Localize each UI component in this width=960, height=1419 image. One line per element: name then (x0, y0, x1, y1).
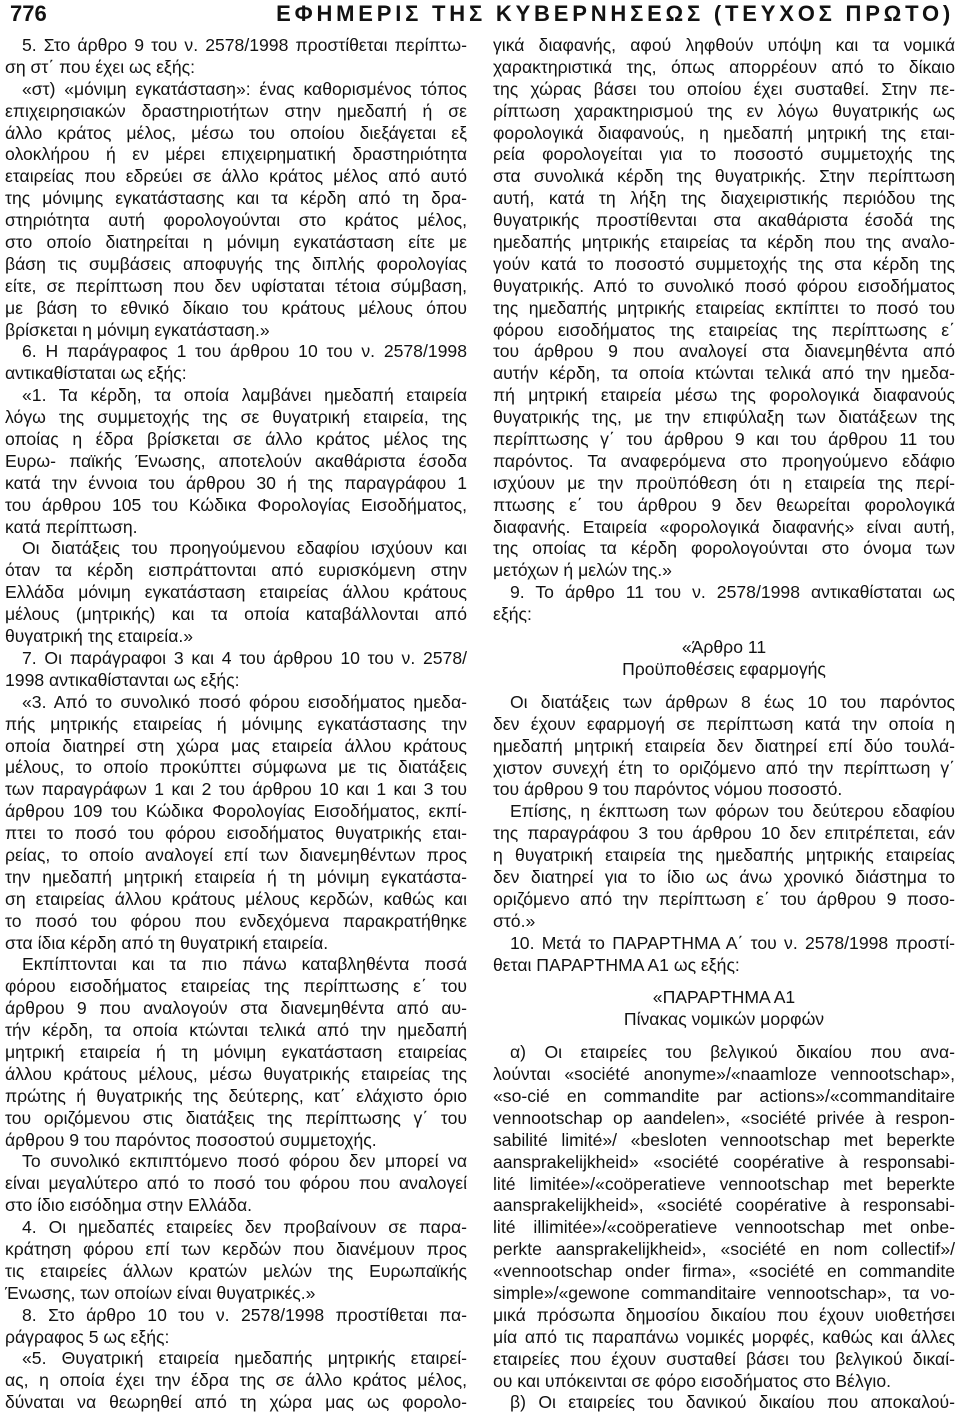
text-line: λούνται «société anonyme»/«naamloze vennootschap», (493, 1064, 955, 1085)
text-line: δεν έχουν εφαρμογή σε περίπτωση κατά την οποία η (493, 713, 955, 734)
text-line: πή μητρική εταιρεία μέσω της φορολογικά διαφανούς (493, 385, 955, 406)
text-line: ου και υπόκεινται σε φόρο εισοδήματος στο Βέλγιο. (493, 1370, 891, 1391)
text-line: «5. Θυγατρική εταιρεία ημεδαπής μητρικής εταιρεί- (22, 1348, 467, 1369)
text-line: ση εταιρείας άλλου κράτους μέλους κερδών, καθώς και (5, 888, 467, 909)
text-line: 7. Οι παράγραφοι 3 και 4 του άρθρου 10 του ν. 2578/ (22, 647, 467, 668)
text-line: φόρου εισοδήματος εταιρείας της περίπτωσης ε΄ του (5, 976, 467, 997)
text-line: «3. Από το συνολικό ποσό φόρου εισοδήματος ημεδα- (22, 691, 467, 712)
text-line: ρεία φορολογείται για το ποσοστό συμμετοχής της (493, 144, 955, 165)
paragraph (5, 1217, 467, 1305)
text-line: μία από τις παραπάνω νομικές μορφές, καθώς και άλλες (493, 1326, 955, 1347)
text-line: της οποίας τα κέρδη φορολογούνται στο όνομα των (493, 538, 955, 559)
text-line: δύναται να θεωρηθεί από τη χώρα μας ως φορολο- (5, 1392, 467, 1413)
text-line: lité limitée»/«coöperatieve vennootschap met beperkte (493, 1173, 955, 1194)
text-line: χαρακτηριστικά της, όπως απορρέουν από το δίκαιο (493, 56, 955, 77)
heading-line: Πίνακας νομικών μορφών (623, 1009, 825, 1030)
paragraph (5, 538, 467, 647)
section-heading (493, 637, 955, 681)
text-line: ρίπτωση χαρακτηρισμού της εν λόγω θυγατρικής ως (493, 100, 955, 121)
paragraph (5, 692, 467, 955)
text-line: είναι μεγαλύτερο από το ποσό του φόρου που αναλογεί (5, 1173, 467, 1194)
text-line: οριζόμενο από την περίπτωση ε΄ του άρθρου 9 ποσο- (493, 888, 955, 909)
text-line: εταιρείες που έχουν συσταθεί βάσει του βελγικού δικαί- (493, 1348, 955, 1369)
text-line: διαφανής. Εταιρεία «φορολογικά διαφανής» είναι αυτή, (493, 516, 955, 537)
text-line: θυγατρική της εταιρεία.» (5, 626, 194, 647)
text-line: άρθρου 109 του Κώδικα Φορολογίας Εισοδήματος, εκπί- (5, 801, 467, 822)
text-line: θυγατρικής προστίθενται στα ακαθάριστα έσοδά της (493, 210, 955, 231)
text-line: εξής: (493, 604, 532, 625)
paragraph (493, 933, 955, 977)
paragraph (5, 954, 467, 1151)
text-line: της χώρας βάσει του οποίου έχει συσταθεί. Στην πε- (493, 78, 955, 99)
text-line: δεν διατηρεί για το ίδιο ως άνω χρονικό διάστημα το (493, 866, 955, 887)
text-line: ισχύουν με την προϋπόθεση ότι η εταιρεία της περί- (493, 472, 955, 493)
text-line: μητρική εταιρεία ή τη μόνιμη εγκατάσταση εταιρείας (5, 1041, 467, 1062)
text-line: του άρθρου 9 που αναλογεί στα διανεμηθέντα από (493, 341, 955, 362)
paragraph (5, 1305, 467, 1349)
text-line: στο ίδιο εισόδημα στην Ελλάδα. (5, 1195, 253, 1216)
text-line: perkte aansprakelijkheid», «société en nom collectif»/ (493, 1239, 955, 1260)
text-line: γούν κατά το ποσοστό συμμετοχής της στα κέρδη της (493, 253, 955, 274)
text-line: όταν τα κέρδη εισπράττονται από ευρισκόμενη στην (5, 560, 467, 581)
text-line: η θυγατρική εταιρεία της ημεδαπής μητρικής εταιρείας (493, 845, 955, 866)
text-line: τήν κέρδη, τα οποία κτώνται τελικά από την ημεδαπή (5, 1020, 467, 1041)
text-line: κράτηση φόρου επί των κερδών που διανέμουν προς (5, 1238, 467, 1259)
text-line: μετόχων ή μελών της.» (493, 560, 672, 581)
text-line: στό.» (493, 910, 536, 931)
text-line: του άρθρου 9 του παρόντος νόμου ποσοστό. (493, 779, 843, 800)
left-column (5, 35, 467, 1414)
text-line: άλλο κράτος μέλος, μέσω του οποίου διεξάγεται εξ (5, 122, 467, 143)
text-line: ας, η οποία έχει την έδρα της σε άλλο κράτος μέλος, (5, 1370, 467, 1391)
text-line: μέλους, το οποίο προκύπτει σύμφωνα με τις διατάξεις (5, 757, 467, 778)
text-line: ημεδαπής μητρικής εταιρείας τα κέρδη που της αναλο- (493, 232, 955, 253)
text-line: χιστον συνεχή έτη το οριζόμενο από την περίπτωση γ΄ (493, 757, 955, 778)
heading-line: «Άρθρο 11 (681, 637, 767, 658)
text-line: 1998 αντικαθίστανται ως εξής: (5, 669, 240, 690)
text-line: 6. Η παράγραφος 1 του άρθρου 10 του ν. 2578/1998 (22, 341, 467, 362)
text-line: της παραγράφου 3 του άρθρου 10 δεν επιτρέπεται, εάν (493, 823, 955, 844)
text-line: αυτήν κέρδη, τα οποία κτώνται τελικά από την ημεδα- (493, 363, 955, 384)
text-line: μέλους (μητρικής) και τα οποία καταβάλλονται από (5, 604, 467, 625)
text-line: είτε, σε περίπτωση που δεν υφίσταται τέτοια σύμβαση, (5, 275, 467, 296)
paragraph (5, 79, 467, 342)
text-line: επιχειρησιακών δραστηριοτήτων στην ημεδαπή ή σε (5, 100, 467, 121)
text-line: των παραγράφων 1 και 2 του άρθρου 10 και 1 και 3 του (5, 779, 467, 800)
paragraph (493, 1042, 955, 1392)
page-number: 776 (10, 1, 47, 26)
text-line: φόρου εισοδήματος της εταιρείας της περίπτωσης ε΄ (493, 319, 955, 340)
paragraph (493, 692, 955, 801)
text-line: την ημεδαπή μητρική εταιρεία ή τη μόνιμη εγκατάστα- (5, 866, 467, 887)
text-line: 9. Το άρθρο 11 του ν. 2578/1998 αντικαθίσταται ως (510, 582, 955, 603)
text-line: ρείας, το οποίο αναλογεί επί των διανεμηθέντων προς (5, 844, 467, 865)
text-line: θυγατρικής. Από το συνολικό ποσό φόρου εισοδήματος (493, 275, 955, 296)
text-line: 4. Οι ημεδαπές εταιρείες δεν προβαίνουν σε παρα- (22, 1217, 467, 1238)
text-line: «vennootschap onder firma», «société en commandite (493, 1261, 955, 1282)
paragraph (5, 341, 467, 385)
paragraph (493, 35, 955, 582)
text-line: πρώτης ή θυγατρικής της δεύτερης, κατ΄ ελάχιστο όριο (5, 1085, 467, 1106)
text-line: «so-cié en commandite par actions»/«commanditaire (493, 1085, 955, 1106)
text-line: του οριζόμενου στις διατάξεις της περίπτωσης γ΄ του (5, 1107, 467, 1128)
text-line: κατά την έννοια του άρθρου 30 ή της παραγράφου 1 (5, 472, 467, 493)
right-column (493, 35, 955, 1414)
text-line: άλλου κράτους μέλους, μέσω θυγατρικής εταιρείας της (5, 1063, 467, 1084)
paragraph (5, 35, 467, 79)
text-line: αντικαθίσταται ως εξής: (5, 363, 187, 384)
text-line: sabilité limité»/ «besloten vennootschap met beperkte (493, 1129, 955, 1150)
text-line: με βάση το εθνικό δίκαιο του κράτους μέλους όπου (5, 297, 467, 318)
text-line: το ποσό του φόρου που ενδεχόμενα παρακρατήθηκε (5, 910, 467, 931)
text-line: Επίσης, η έκπτωση των φόρων του δεύτερου εδαφίου (510, 801, 955, 822)
text-line: λόγω της συμμετοχής της σε θυγατρική εταιρεία, της (5, 407, 467, 428)
text-line: ολοκλήρου ή εν μέρει επιχειρηματική δραστηριότητα (5, 144, 467, 165)
text-line: τις εταιρείες άλλων κρατών μελών της Ευρωπαϊκής (5, 1260, 467, 1281)
paragraph (5, 1151, 467, 1217)
text-line: βρίσκεται η μόνιμη εγκατάσταση.» (5, 319, 270, 340)
paragraph (493, 1392, 955, 1414)
text-line: 8. Στο άρθρο 10 του ν. 2578/1998 προστίθεται πα- (22, 1304, 467, 1325)
text-line: της μόνιμης εγκατάστασης και τα κέρδη από τη δρα- (5, 188, 467, 209)
text-line: βάση τις συμβάσεις αποφυγής της διπλής φορολογίας (5, 253, 467, 274)
text-line: aansprakelijkheid» «société coopérative à responsabi- (493, 1151, 955, 1172)
text-line: στα ίδια κέρδη από τη θυγατρική εταιρεία. (5, 932, 329, 953)
text-line: της ημεδαπής μητρικής εταιρείας εκπίπτει το ποσό του (493, 297, 955, 318)
text-line: β) Οι εταιρείες του δανικού δικαίου που αποκαλού- (510, 1392, 955, 1413)
paragraph (493, 801, 955, 932)
section-heading (493, 987, 955, 1031)
text-line: aansprakelijkheid», «société coopérative à responsabi- (493, 1195, 955, 1216)
text-line: Οι διατάξεις των άρθρων 8 έως 10 του παρόντος (510, 691, 955, 712)
paragraph (5, 648, 467, 692)
text-line: Ελλάδα μόνιμη εγκατάσταση εταιρείας άλλου κράτους (5, 582, 467, 603)
text-line: πής μητρικής εταιρείας ή μόνιμης εγκατάστασης την (5, 713, 467, 734)
text-line: 10. Μετά το ΠΑΡΑΡΤΗΜΑ Α΄ του ν. 2578/1998 προστί- (510, 932, 955, 953)
text-line: άρθρου 9 που αναλογούν στα διανεμηθέντα από αυ- (5, 998, 467, 1019)
text-line: άρθρου 9 του παρόντος ποσοστού συμμετοχής. (5, 1129, 377, 1150)
text-line: ημεδαπή μητρική εταιρεία δεν διατηρεί επί δύο τουλά- (493, 735, 955, 756)
paragraph (493, 582, 955, 626)
heading-line: «ΠΑΡΑΡΤΗΜΑ Α1 (652, 987, 796, 1008)
text-line: Οι διατάξεις του προηγούμενου εδαφίου ισχύουν και (22, 538, 467, 559)
paragraph (5, 385, 467, 538)
text-line: του άρθρου 105 του Κώδικα Φορολογίας Εισοδήματος, (5, 494, 467, 515)
text-line: ράγραφος 5 ως εξής: (5, 1326, 170, 1347)
publication-title: ΕΦΗΜΕΡΙΣ ΤΗΣ ΚΥΒΕΡΝΗΣΕΩΣ (ΤΕΥΧΟΣ ΠΡΩΤΟ) (276, 1, 954, 26)
text-line: παρόντος. Τα αναφερόμενα στο προηγούμενο εδάφιο (493, 450, 955, 471)
text-line: ση στ΄ που έχει ως εξής: (5, 56, 195, 77)
text-line: στα συνολικά κέρδη της θυγατρικής. Στην περίπτωση (493, 166, 955, 187)
text-line: εταιρείας που εδρεύει σε άλλο κράτος μέλος από αυτό (5, 166, 467, 187)
text-line: «1. Τα κέρδη, τα οποία λαμβάνει ημεδαπή εταιρεία (22, 385, 467, 406)
text-line: στηριότητα αυτή φορολογούνται στο κράτος μέλος, (5, 210, 467, 231)
text-line: περίπτωσης γ΄ του άρθρου 9 και του άρθρου 11 του (493, 429, 955, 450)
text-line: θυγατρικής της, με την επιφύλαξη των διατάξεων της (493, 407, 955, 428)
text-line: πτει το ποσό του φόρου εισοδήματος θυγατρικής εται- (5, 823, 467, 844)
text-line: φορολογικά διαφανούς, η ημεδαπή μητρική της εται- (493, 122, 955, 143)
text-line: θεται ΠΑΡΑΡΤΗΜΑ Α1 ως εξής: (493, 954, 740, 975)
text-line: πτωσης ε΄ του άρθρου 9 δεν θεωρείται φορολογικά (493, 494, 955, 515)
text-line: οποία διατηρεί στη χώρα μας εταιρεία άλλου κράτους (5, 735, 467, 756)
text-line: «στ) «μόνιμη εγκατάσταση»: ένας καθορισμένος τόπος (22, 78, 467, 99)
text-line: Το συνολικό εκπιπτόμενο ποσό φόρου δεν μπορεί να (22, 1151, 467, 1172)
page-header (0, 0, 960, 30)
text-line: οποίας η έδρα βρίσκεται σε άλλο κράτος μέλος της (5, 429, 467, 450)
text-line: simple»/«gewone commanditaire vennootschap», τα νο- (493, 1282, 955, 1303)
text-line: στο οποίο διατηρείται η μόνιμη εγκατάσταση είτε με (5, 232, 467, 253)
text-line: αυτή, κατά τη λήξη της διαχειριστικής περιόδου της (493, 188, 955, 209)
text-line: μικά πρόσωπα δημοσίου δικαίου που έχουν υιοθετήσει (493, 1304, 955, 1325)
text-line: α) Οι εταιρείες του βελγικού δικαίου που ανα- (510, 1042, 955, 1063)
text-line: Εκπίπτονται και τα πιο πάνω καταβληθέντα ποσά (22, 954, 467, 975)
text-line: κατά περίπτωση. (5, 516, 138, 537)
text-line: vennootschap op aandelen», «société privée à respon- (493, 1107, 955, 1128)
heading-line: Προϋποθέσεις εφαρμογής (622, 658, 826, 679)
paragraph (5, 1348, 467, 1414)
text-line: Ένωσης, των οποίων είναι θυγατρικές.» (5, 1282, 316, 1303)
text-line: Ευρω- παϊκής Ένωσης, αποτελούν ακαθάριστα έσοδα (5, 450, 467, 471)
text-line: γικά διαφανής, αφού ληφθούν υπόψη και τα νομικά (493, 35, 955, 55)
text-line: 5. Στο άρθρο 9 του ν. 2578/1998 προστίθεται περίπτω- (22, 35, 467, 55)
text-line: lité illimitée»/«coöperatieve vennootschap met onbe- (493, 1217, 955, 1238)
